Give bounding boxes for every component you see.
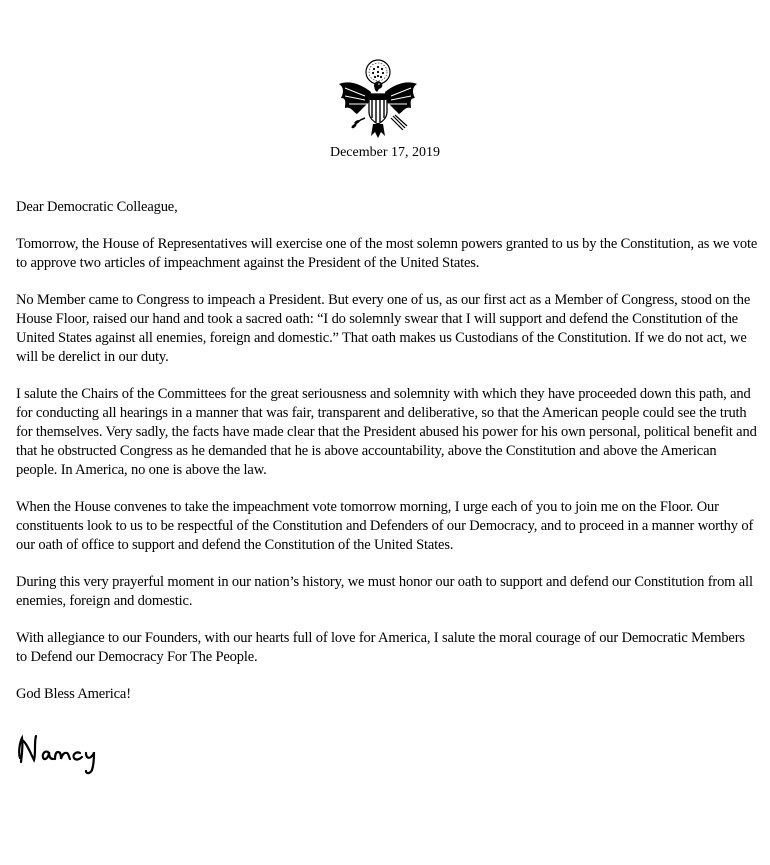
closing: God Bless America! bbox=[16, 686, 131, 702]
letter-body bbox=[16, 198, 758, 704]
paragraph: I salute the Chairs of the Committees for the great seriousness and solemnity with which they have proceeded down this path, and for conducting all hearings in a manner that was fair, transparent and deliberative, so that the American people could see the truth for themselves. Very sadly, the facts have made clear that the President abused his power for his own personal, political benefit and that he obstructed Congress as he demanded that he is above accountability, above the Constitution and above the American people. In America, no one is above the law. bbox=[16, 386, 757, 478]
paragraph: No Member came to Congress to impeach a President. But every one of us, as our first act as a Member of Congress, stood on the House Floor, raised our hand and took a sacred oath: “I do solemnly swear that I will support and defend the Constitution of the United States against all enemies, foreign and domestic.” That oath makes us Custodians of the Constitution. If we do not act, we will be derelict in our duty. bbox=[16, 292, 751, 365]
house-eagle-seal-icon bbox=[335, 58, 421, 146]
paragraph: When the House convenes to take the impeachment vote tomorrow morning, I urge each of you to join me on the Floor. Our constituents look to us to be respectful of the Constitution and Defenders of our Democracy, and to proceed in a manner worthy of our oath of office to support and defend the Constitution of the United States. bbox=[16, 499, 754, 553]
paragraph: With allegiance to our Founders, with our hearts full of love for America, I salute the moral courage of our Democratic Members to Defend our Democracy For The People. bbox=[16, 630, 745, 665]
signature bbox=[14, 728, 124, 776]
paragraph: Tomorrow, the House of Representatives will exercise one of the most solemn powers granted to us by the Constitution, as we vote to approve two articles of impeachment against the President of the United States. bbox=[16, 236, 758, 271]
letter-date: December 17, 2019 bbox=[329, 145, 441, 160]
paragraph: During this very prayerful moment in our nation’s history, we must honor our oath to support and defend our Constitution from all enemies, foreign and domestic. bbox=[16, 574, 753, 609]
salutation: Dear Democratic Colleague, bbox=[16, 199, 178, 215]
